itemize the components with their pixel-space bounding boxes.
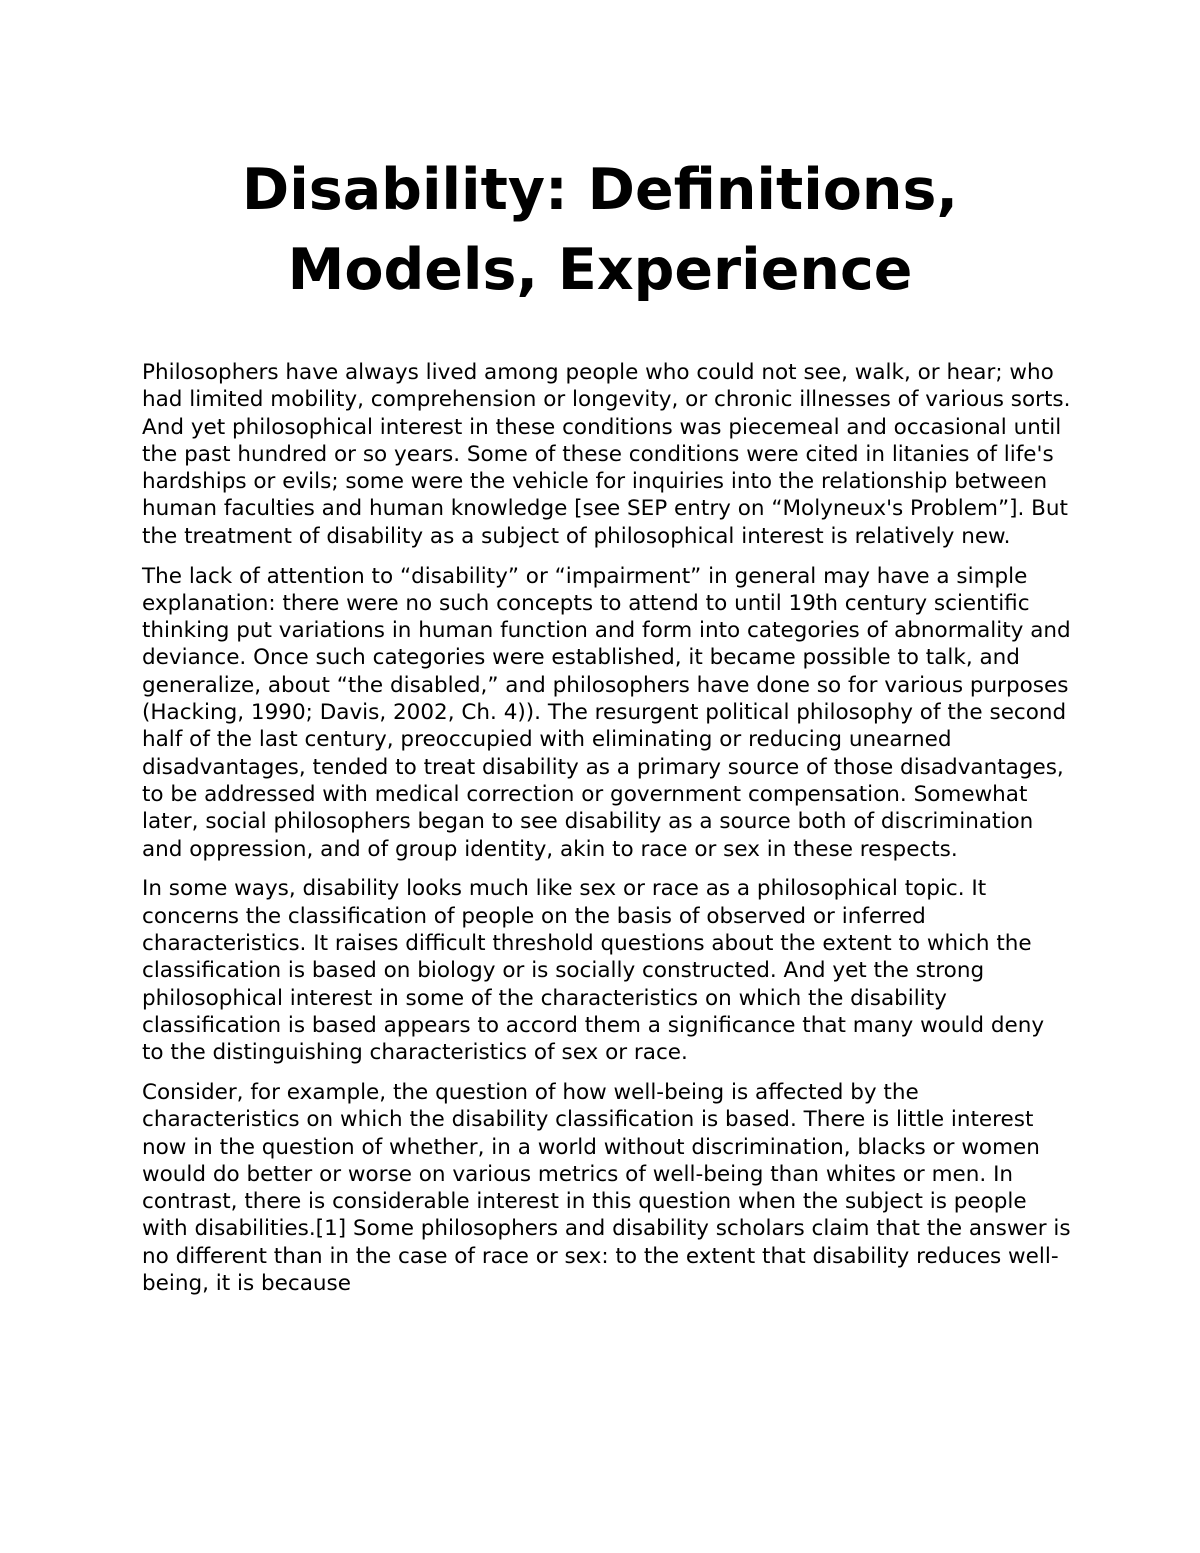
title-line-1: Disability: Definitions, [241, 157, 959, 223]
paragraph-4: Consider, for example, the question of how well-being is affected by the characteristics on which the disability classification is based. There is little interest now in the question of whether, in a world without discrimination, blacks or women would do better or worse on various metrics of well-being than whites or men. In contrast, there is considerable interest in this question when the subject is people with disabilities.[1] Some philosophers and disability scholars claim that the answer is no different than in the case of race or sex: to the extent that disability reduces well-being, it is because [142, 1079, 1071, 1296]
paragraph-1: Philosophers have always lived among people who could not see, walk, or hear; who had limited mobility, comprehension or longevity, or chronic illnesses of various sorts. And yet philosophical interest in these conditions was piecemeal and occasional until the past hundred or so years. Some of these conditions were cited in litanies of life's hardships or evils; some were the vehicle for inquiries into the relationship between human faculties and human knowledge [see SEP entry on “Molyneux's Problem”]. But the treatment of disability as a subject of philosophical interest is relatively new. [142, 360, 1071, 549]
title-line-2: Models, Experience [287, 237, 913, 303]
document-title [100, 150, 1100, 310]
document-body [142, 359, 1072, 1310]
paragraph-2: The lack of attention to “disability” or “impairment” in general may have a simple explanation: there were no such concepts to attend to until 19th century scientific thinking put variations in human function and form into categories of abnormality and deviance. Once such categories were established, it became possible to talk, and generalize, about “the disabled,” and philosophers have done so for various purposes (Hacking, 1990; Davis, 2002, Ch. 4)). The resurgent political philosophy of the second half of the last century, preoccupied with eliminating or reducing unearned disadvantages, tended to treat disability as a primary source of those disadvantages, to be addressed with medical correction or government compensation. Somewhat later, social philosophers began to see disability as a source both of discrimination and oppression, and of group identity, akin to race or sex in these respects. [142, 563, 1071, 862]
paragraph-3: In some ways, disability looks much like sex or race as a philosophical topic. It concerns the classification of people on the basis of observed or inferred characteristics. It raises difficult threshold questions about the extent to which the classification is based on biology or is socially constructed. And yet the strong philosophical interest in some of the characteristics on which the disability classification is based appears to accord them a significance that many would deny to the distinguishing characteristics of sex or race. [142, 876, 1045, 1066]
